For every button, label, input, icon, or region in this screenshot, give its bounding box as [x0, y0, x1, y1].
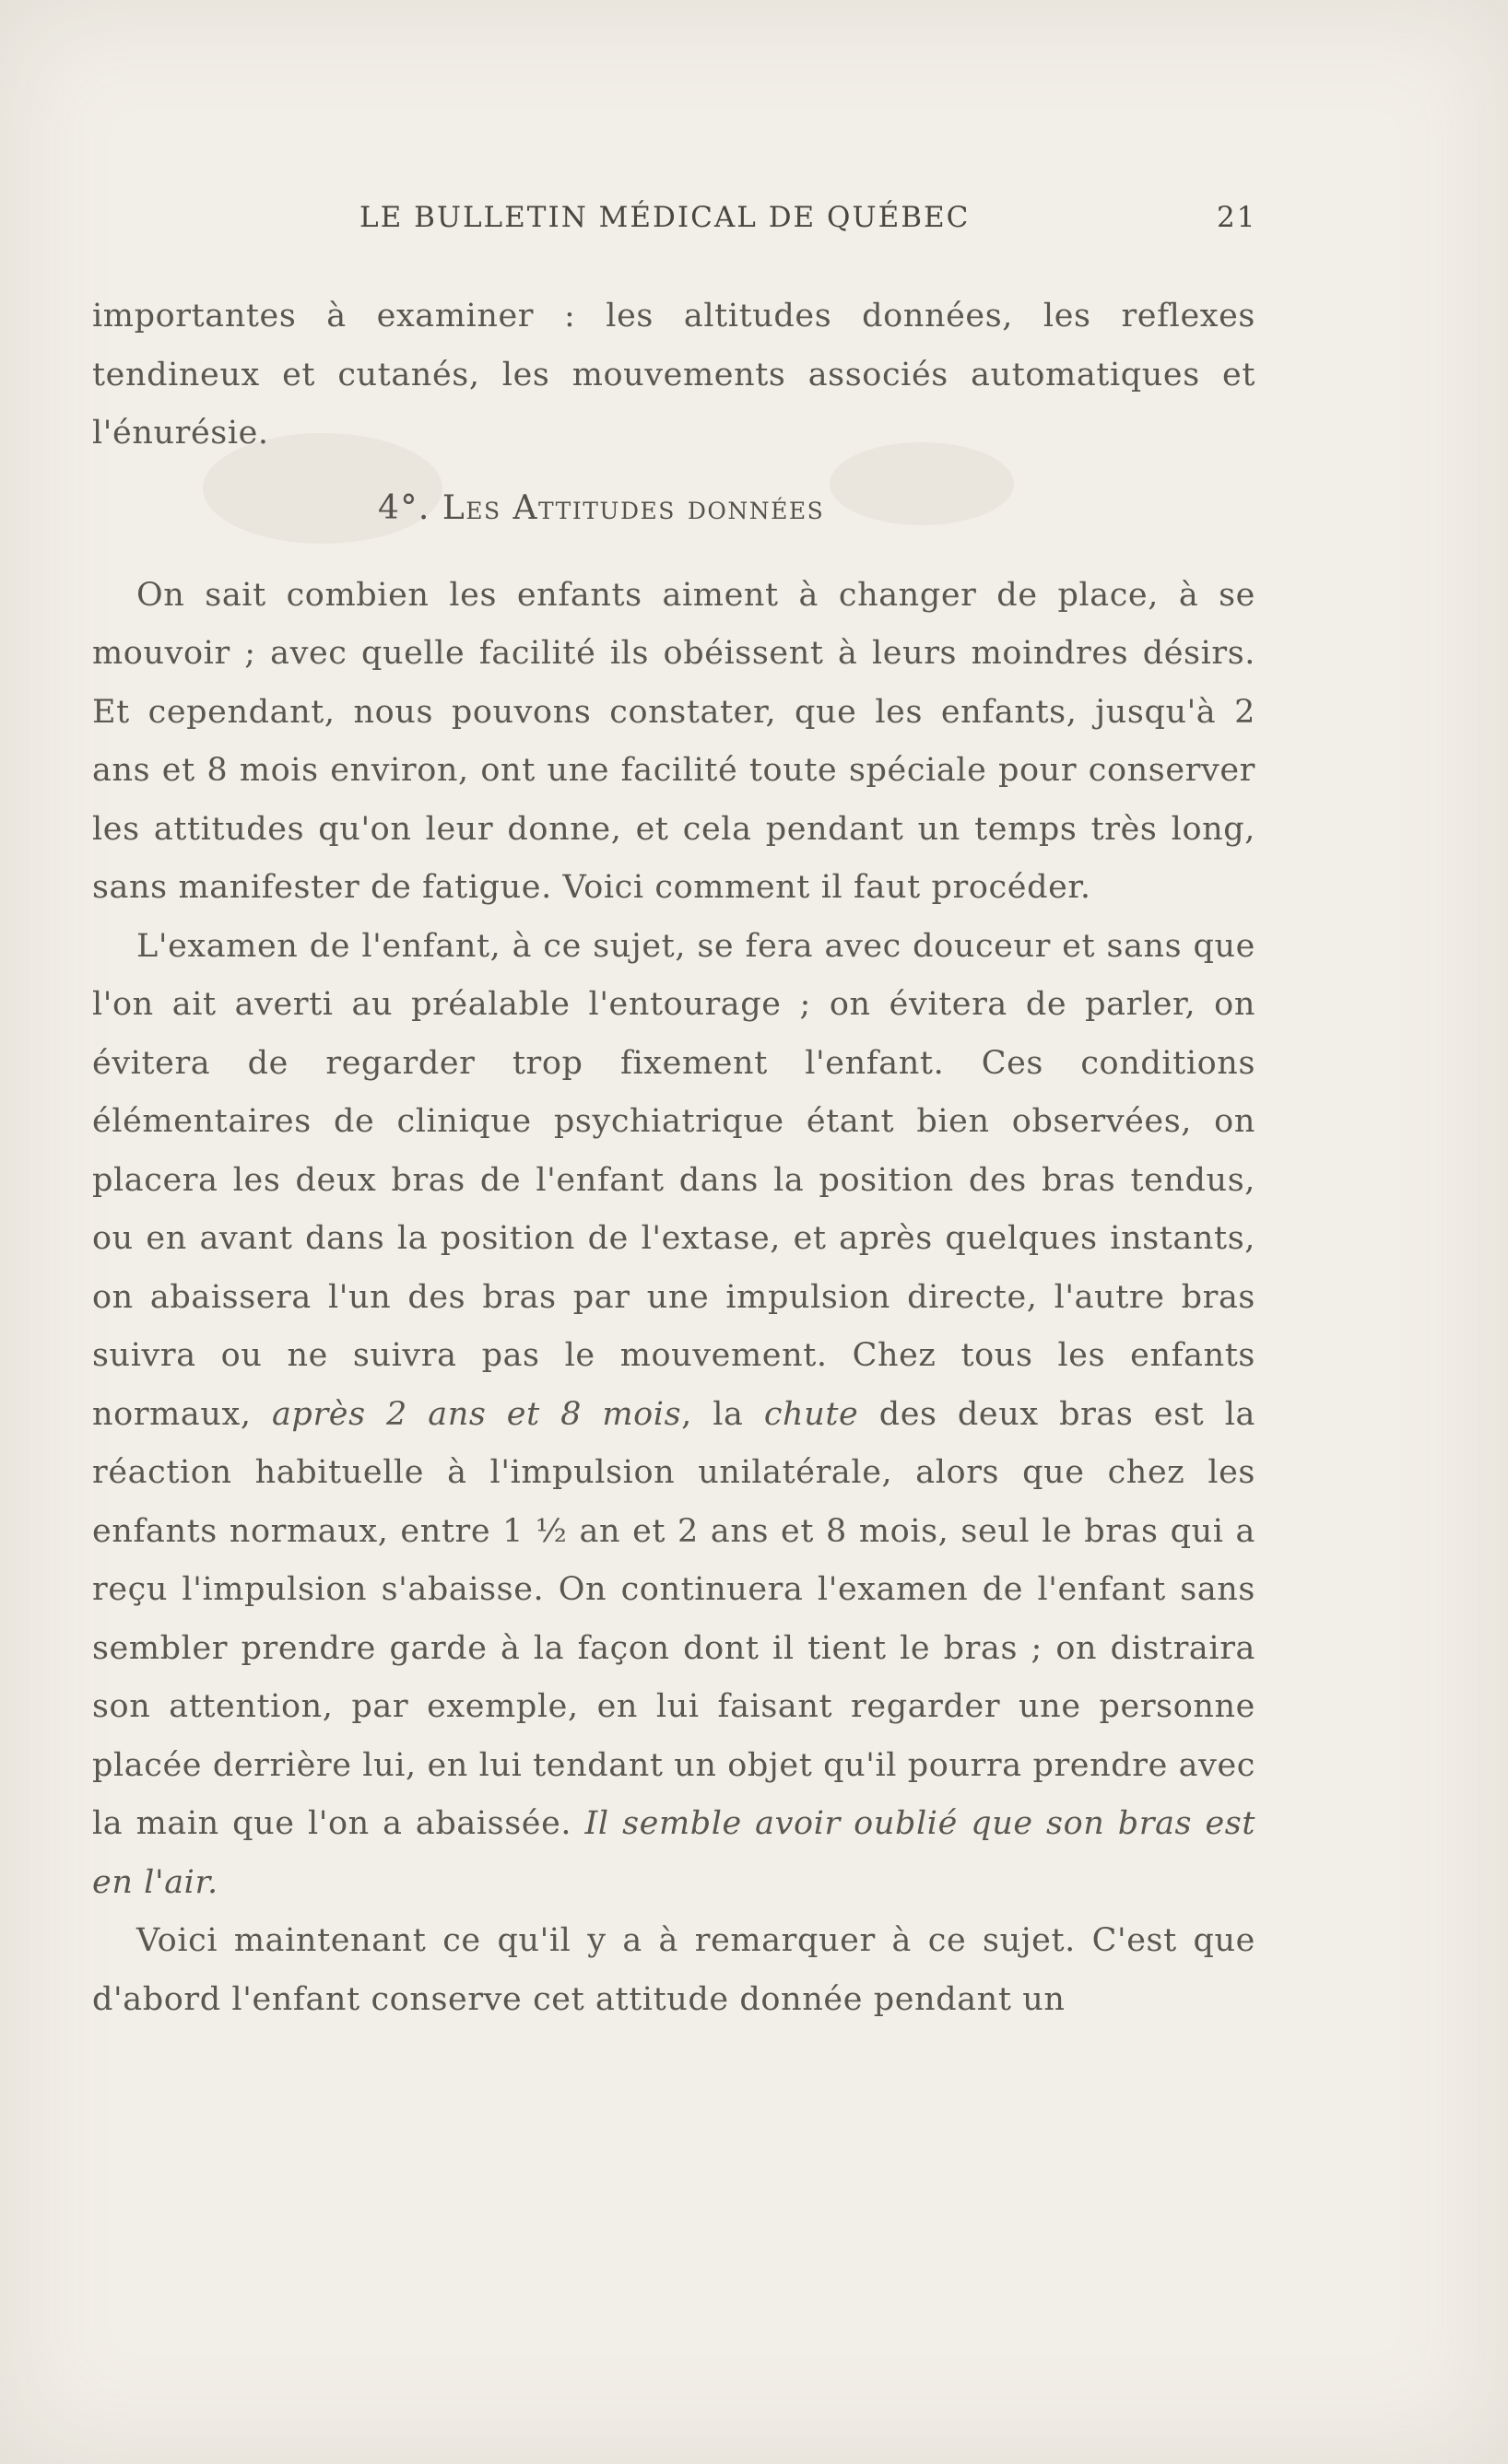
paragraph: [92, 918, 1255, 1913]
paragraph: Voici maintenant ce qu'il y a à remarquer à ce sujet. C'est que d'abord l'enfant conserve cet attitude donnée pendant un: [92, 1922, 1255, 2018]
section-heading: [92, 486, 1255, 532]
paragraph-text: des deux bras est la réaction habituelle à l'impulsion unilatérale, alors que chez les enfants normaux, entre 1 ½ an et 2 ans et 8 mois, seul le bras qui a reçu l'impulsion s'abaisse. On continuera l'examen de l'enfant sans sembler prendre garde à la façon dont il tient le bras ; on distraira son attention, par exemple, en lui faisant regarder une personne placée derrière lui, en lui tendant un objet qu'il pourra prendre avec la main que l'on a abaissée.: [92, 1395, 1255, 1842]
body-text: [92, 287, 1255, 2029]
journal-title: LE BULLETIN MÉDICAL DE QUÉBEC: [359, 201, 971, 234]
paragraph-text: L'examen de l'enfant, à ce sujet, se fera avec douceur et sans que l'on ait averti au préalable l'entourage ; on évitera de parler, on évitera de regarder trop fixement l'enfant. Ces conditions élémentaires de clinique psychiatrique étant bien observées, on placera les deux bras de l'enfant dans la position des bras tendus, ou en avant dans la position de l'extase, et après quelques instants, on abaissera l'un des bras par une impulsion directe, l'autre bras suivra ou ne suivra pas le mouvement. Chez tous les enfants normaux,: [92, 927, 1255, 1433]
italic-phrase: après 2 ans et 8 mois: [271, 1395, 682, 1433]
section-title: Les Attitudes données: [442, 488, 825, 527]
intro-paragraph: importantes à examiner : les altitudes données, les reflexes tendineux et cutanés, les mouvements associés automatiques et l'énurésie.: [92, 298, 1255, 452]
section-number: 4°.: [378, 488, 430, 527]
italic-phrase: Il semble avoir oublié que son bras est en l'air.: [92, 1805, 1255, 1901]
paragraph-text: , la: [681, 1395, 744, 1433]
page-number: 21: [1217, 201, 1257, 234]
paragraph: On sait combien les enfants aiment à changer de place, à se mouvoir ; avec quelle facilité ils obéissent à leurs moindres désirs. Et cependant, nous pouvons constater, que les enfants, jusqu'à 2 ans et 8 mois environ, ont une facilité toute spéciale pour conserver les attitudes qu'on leur donne, et cela pendant un temps très long, sans manifester de fatigue. Voici comment il faut procéder.: [92, 576, 1255, 906]
italic-phrase: chute: [763, 1395, 859, 1433]
running-header: [0, 201, 1508, 247]
